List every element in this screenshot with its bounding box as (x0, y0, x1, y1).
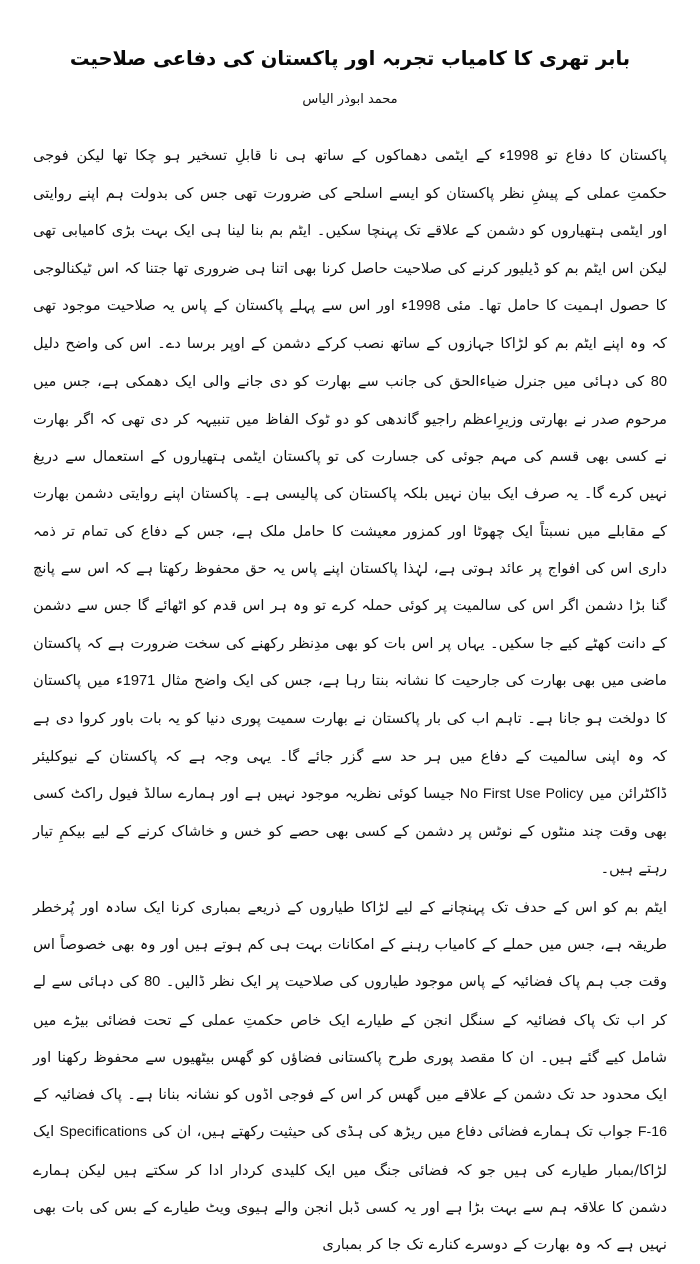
page-title: بابر تھری کا کامیاب تجربہ اور پاکستان کی دفاعی صلاحیت (69, 47, 631, 70)
numeric-value: 1998 (407, 297, 441, 314)
document-header (0, 0, 700, 110)
numeric-value: 80 (650, 373, 667, 390)
numeric-value: 1971 (122, 672, 156, 689)
body-paragraph-2: ایٹم بم کو اس کے حدف تک پہنچانے کے لیے لڑاکا طیاروں کے ذریعے بمباری کرنا ایک سادہ اور پُرخطر طریقہ ہے، جس میں حملے کے کامیاب رہنے کے امکانات بہت ہی کم ہوتے ہیں اور وہ بھی خصوصاً اس وقت جب ہم پاک فضائیہ کے پاس موجود طیاروں کی صلاحیت پر ایک نظر ڈالیں۔ 80 کی دہائی سے لے کر اب تک پاک فضائیہ کے سنگل انجن کے طیارے ایک خاص حکمتِ عملی کے تحت فضائی بیڑے میں شامل کیے گئے ہیں۔ ان کا مقصد پوری طرح پاکستانی فضاؤں کو گھس بیٹھیوں سے محفوظ رکھنا اور ایک محدود حد تک دشمن کے علاقے میں گھس کر اس کے فوجی اڈوں کو نشانہ بنانا ہے۔ پاک فضائیہ کے F-16 جواب تک ہمارے فضائی دفاع میں ریڑھ کی ہڈی کی حیثیت رکھتے ہیں، ان کی Specifications ایک لڑاکا/بمبار طیارے کی ہیں جو کہ فضائی جنگ میں ایک کلیدی کردار ادا کر سکتے ہیں لیکن ہمارے دشمن کا علاقہ ہم سے بہت بڑا ہے اور یہ کسی ڈبل انجن والے ہیوی ویٹ طیارے کے بس کی بات بھی نہیں ہے کہ وہ بھارت کے دوسرے کنارے تک جا کر بمباری (33, 898, 668, 1254)
latin-term: F-16 (637, 1124, 668, 1141)
document-body (0, 110, 700, 1264)
latin-term: No First Use Policy (459, 785, 584, 802)
numeric-value: 1998 (505, 147, 539, 164)
author-byline: محمد ابوذر الیاس (302, 92, 398, 108)
numeric-value: 80 (144, 974, 161, 991)
body-paragraph-1: پاکستان کا دفاع تو 1998ء کے ایٹمی دھماکوں کے ساتھ ہی نا قابلِ تسخیر ہو چکا تھا لیکن فوجی حکمتِ عملی کے پیشِ نظر پاکستان کو ایسے اسلحے کی ضرورت تھی جس کی بدولت ہم اپنے روایتی اور ایٹمی ہتھیاروں کو دشمن کے علاقے تک پہنچا سکیں۔ ایٹم بم بنا لینا ہی ایک بہت بڑی کامیابی تھی لیکن اس ایٹم بم کو ڈیلیور کرنے کی صلاحیت حاصل کرنا بھی اتنا ہی ضروری تھا جتنا کہ اس ٹیکنالوجی کا حصول اہمیت کا حامل تھا۔ مئی 1998ء اور اس سے پہلے پاکستان کے پاس یہ صلاحیت موجود تھی کہ وہ اپنے ایٹم بم کو لڑاکا جہازوں کے ساتھ نصب کرکے دشمن کے اوپر برسا دے۔ اس کی واضح دلیل 80 کی دہائی میں جنرل ضیاءالحق کی جانب سے بھارت کو دی جانے والی ایک دھمکی ہے، جس میں مرحوم صدر نے بھارتی وزیرِاعظم راجیو گاندھی کو دو ٹوک الفاظ میں تنبیہہ کر دی تھی کہ اگر بھارت نے کسی بھی قسم کی مہم جوئی کی جسارت کی تو پاکستان ایٹمی ہتھیاروں کے استعمال سے دریغ نہیں کرے گا۔ یہ صرف ایک بیان نہیں بلکہ پاکستان کی پالیسی ہے۔ پاکستان اپنے روایتی دشمن بھارت کے مقابلے میں نسبتاً ایک چھوٹا اور کمزور معیشت کا حامل ملک ہے، جس کے دفاع کی تمام تر ذمہ داری اس کی افواج پر عائد ہوتی ہے، لہٰذا پاکستان اپنے پاس یہ حق محفوظ رکھتا ہے کہ اس سے پانچ گنا بڑا دشمن اگر اس کی سالمیت پر کوئی حملہ کرے تو وہ ہر اس قدم کو اٹھائے گا جس سے دشمن کے دانت کھٹے کیے جا سکیں۔ یہاں پر اس بات کو بھی مدِنظر رکھنے کی سخت ضرورت ہے کہ پاکستان ماضی میں بھی بھارت کی جارحیت کا نشانہ بنتا رہا ہے، جس کی ایک واضح مثال 1971ء میں پاکستان کا دولخت ہو جانا ہے۔ تاہم اب کی بار پاکستان نے بھارت سمیت پوری دنیا کو یہ بات باور کروا دی ہے کہ وہ اپنی سالمیت کے دفاع میں ہر حد سے گزر جائے گا۔ یہی وجہ ہے کہ پاکستان کے نیوکلیئر ڈاکٹرائن میں No First Use Policy جیسا کوئی نظریہ موجود نہیں ہے اور ہمارے سالڈ فیول راکٹ کسی بھی وقت چند منٹوں کے نوٹس پر دشمن کے کسی بھی حصے کو خس و خاشاک کرنے کے لیے بیکمِ تیار رہتے ہیں۔ (33, 146, 667, 878)
latin-term: Specifications (59, 1124, 147, 1141)
